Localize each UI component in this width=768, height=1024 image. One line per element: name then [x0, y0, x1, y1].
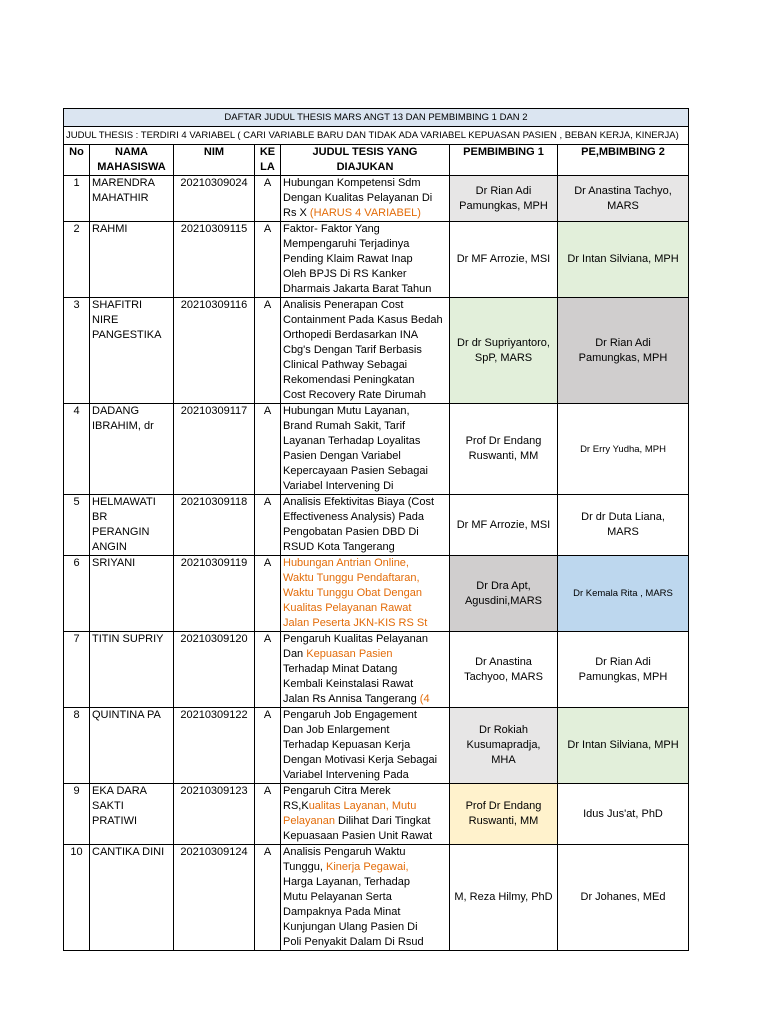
thesis-title-line [283, 556, 447, 571]
thesis-title-line [283, 920, 447, 935]
student-name-line: MAHATHIR [92, 192, 149, 204]
thesis-text: RSUD Kota Tangerang [283, 541, 395, 553]
row-no: 1 [64, 176, 90, 222]
thesis-title-line [283, 601, 447, 616]
header-kelas-line1: KE [259, 146, 276, 158]
thesis-text: Jalan Rs Annisa Tangerang [283, 693, 420, 705]
thesis-text: Rekomendasi Peningkatan [283, 374, 415, 386]
supervisor-1-line: M, Reza Hilmy, PhD [454, 891, 553, 903]
student-name [90, 222, 174, 298]
thesis-text: Orthopedi Berdasarkan INA [283, 329, 419, 341]
thesis-text: Rs X [283, 207, 310, 219]
thesis-text: RS,K [283, 800, 309, 812]
thesis-text: Cbg's Dengan Tarif Berbasis [283, 344, 422, 356]
student-class: A [255, 176, 281, 222]
thesis-title-line [283, 829, 447, 844]
thesis-text: Cost Recovery Rate Dirumah [283, 389, 427, 401]
student-class: A [255, 632, 281, 708]
thesis-text: Brand Rumah Sakit, Tarif [283, 420, 406, 432]
row-no: 5 [64, 495, 90, 556]
thesis-title-line [283, 464, 447, 479]
table-subtitle: JUDUL THESIS : TERDIRI 4 VARIABEL ( CARI VARIABLE BARU DAN TIDAK ADA VARIABEL KEPUASAN PASIEN , BEBAN KERJA, KINERJA) [64, 127, 689, 145]
thesis-text: Terhadap Minat Datang [283, 663, 398, 675]
thesis-title-line [283, 875, 447, 890]
supervisor-1-line: Dr dr Supriyantoro, [457, 336, 550, 349]
thesis-text: Variabel Intervening Pada [283, 769, 409, 781]
thesis-text: Oleh BPJS Di RS Kanker [283, 268, 407, 280]
thesis-title-line [283, 860, 447, 875]
supervisor-2-line: Dr Anastina Tachyo, [574, 184, 672, 197]
thesis-title [281, 845, 450, 951]
supervisor-1-line: Dr MF Arrozie, MSI [456, 253, 551, 265]
thesis-text: Kepuasaan Pasien Unit Rawat [283, 830, 433, 842]
supervisor-2-line: Dr Intan Silviana, MPH [567, 739, 679, 751]
student-name-line: IBRAHIM, dr [92, 420, 154, 432]
supervisor-1-line: Prof Dr Endang [465, 800, 542, 812]
thesis-title [281, 784, 450, 845]
row-no: 4 [64, 404, 90, 495]
thesis-title-line [283, 647, 447, 662]
student-nim: 20210309118 [174, 495, 255, 556]
thesis-variable-highlight: Waktu Tunggu Pendaftaran, [283, 572, 420, 584]
table-row [64, 708, 689, 784]
thesis-text: Dampaknya Pada Minat [283, 906, 401, 918]
supervisor-1-line: Dr Anastina [475, 655, 532, 668]
student-name-line: HELMAWATI [92, 496, 156, 508]
student-nim: 20210309116 [174, 298, 255, 404]
student-name-line: BR [92, 511, 108, 523]
thesis-title-line [283, 206, 447, 221]
student-nim: 20210309119 [174, 556, 255, 632]
thesis-text: Dengan Kualitas Pelayanan Di [283, 192, 433, 204]
supervisor-1 [450, 222, 558, 298]
thesis-text: Mutu Pelayanan Serta [283, 891, 392, 903]
thesis-variable-highlight: Jalan Peserta JKN-KIS RS St [283, 617, 428, 629]
header-pembimbing-2: PE,MBIMBING 2 [558, 145, 689, 176]
supervisor-2-line: Idus Jus'at, PhD [583, 807, 663, 820]
supervisor-2-line: Dr Kemala Rita , MARS [573, 588, 673, 599]
supervisor-1-line: Pamungkas, MPH [459, 199, 548, 212]
supervisor-1-line: Kusumapradja, [466, 739, 541, 751]
thesis-text: Kepercayaan Pasien Sebagai [283, 465, 428, 477]
student-class: A [255, 222, 281, 298]
thesis-text: Pending Klaim Rawat Inap [283, 253, 413, 265]
supervisor-2-line: Dr Johanes, MEd [580, 891, 666, 903]
header-judul [281, 145, 450, 176]
student-name [90, 632, 174, 708]
thesis-title-line [283, 358, 447, 373]
subtitle-row [64, 127, 689, 145]
thesis-title-line [283, 753, 447, 768]
student-nim: 20210309115 [174, 222, 255, 298]
student-class: A [255, 298, 281, 404]
header-no: No [64, 145, 90, 176]
supervisor-1-line: Prof Dr Endang [465, 435, 542, 447]
thesis-text: Hubungan Mutu Layanan, [283, 405, 410, 417]
thesis-text: Analisis Penerapan Cost [283, 299, 404, 311]
student-name [90, 404, 174, 495]
thesis-text: Dilihat Dari Tingkat [335, 815, 431, 827]
thesis-text: Pasien Dengan Variabel [283, 450, 401, 462]
student-name-line: NIRE [92, 314, 119, 326]
supervisor-2 [558, 298, 689, 404]
table-row [64, 176, 689, 222]
thesis-variable-highlight: ualitas Layanan, Mutu [308, 800, 417, 812]
thesis-text: Terhadap Kepuasan Kerja [283, 739, 411, 751]
thesis-text: Kunjungan Ulang Pasien Di [283, 921, 418, 933]
student-nim: 20210309120 [174, 632, 255, 708]
thesis-text: Dan [283, 648, 307, 660]
thesis-title-line [283, 282, 447, 297]
student-name-line: SRIYANI [92, 557, 136, 569]
student-name [90, 176, 174, 222]
thesis-title-line [283, 328, 447, 343]
thesis-text: Analisis Efektivitas Biaya (Cost [283, 496, 434, 508]
thesis-text: Containment Pada Kasus Bedah [283, 314, 443, 326]
thesis-title [281, 222, 450, 298]
thesis-variable-highlight: (4 [419, 693, 430, 705]
thesis-text: Pengaruh Job Engagement [283, 709, 417, 721]
header-nama-line1: NAMA [115, 146, 148, 158]
thesis-text: Pengaruh Kualitas Pelayanan [283, 633, 428, 645]
supervisor-2-line: Dr Rian Adi [595, 655, 651, 668]
supervisor-1-line: Dr Rokiah [479, 724, 528, 736]
table-row [64, 404, 689, 495]
student-name-line: PERANGIN [92, 526, 150, 538]
thesis-title [281, 495, 450, 556]
supervisor-2-line: Dr Rian Adi [595, 336, 651, 349]
thesis-title-line [283, 434, 447, 449]
thesis-text: Variabel Intervening Di [283, 480, 394, 492]
thesis-title-line [283, 267, 447, 282]
thesis-variable-highlight: Hubungan Antrian Online, [283, 557, 409, 569]
supervisor-1 [450, 632, 558, 708]
thesis-title-line [283, 616, 447, 631]
row-no: 6 [64, 556, 90, 632]
table-row [64, 632, 689, 708]
thesis-title-line [283, 510, 447, 525]
supervisor-2-line: Pamungkas, MPH [578, 351, 668, 364]
thesis-title-line [283, 571, 447, 586]
thesis-text: Pengobatan Pasien DBD Di [283, 526, 419, 538]
supervisor-1-line: Dr MF Arrozie, MSI [456, 518, 551, 531]
thesis-title-line [283, 191, 447, 206]
thesis-title [281, 556, 450, 632]
header-judul-line2: DIAJUKAN [336, 161, 394, 173]
student-name-line: PANGESTIKA [92, 329, 162, 341]
header-kelas [255, 145, 281, 176]
thesis-table-sheet [63, 108, 688, 951]
header-nim: NIM [174, 145, 255, 176]
student-class: A [255, 784, 281, 845]
student-name-line: MARENDRA [92, 177, 155, 189]
thesis-title-line [283, 479, 447, 494]
thesis-title [281, 298, 450, 404]
supervisor-1-line: SpP, MARS [474, 351, 533, 364]
thesis-title-line [283, 890, 447, 905]
thesis-text: Clinical Pathway Sebagai [283, 359, 408, 371]
supervisor-2 [558, 845, 689, 951]
header-nama-line2: MAHASISWA [97, 161, 166, 173]
table-title: DAFTAR JUDUL THESIS MARS ANGT 13 DAN PEMBIMBING 1 DAN 2 [64, 109, 689, 127]
thesis-text: Tunggu, [283, 861, 327, 873]
student-class: A [255, 845, 281, 951]
thesis-title-line [283, 845, 447, 860]
student-name-line: QUINTINA PA [92, 709, 161, 721]
thesis-text: Poli Penyakit Dalam Di Rsud [283, 936, 424, 948]
thesis-title-line [283, 419, 447, 434]
supervisor-1 [450, 784, 558, 845]
supervisor-1-line: MHA [491, 754, 516, 766]
thesis-variable-highlight: Kinerja Pegawai, [326, 861, 409, 873]
thesis-text: Mempengaruhi Terjadinya [283, 238, 410, 250]
student-name [90, 784, 174, 845]
thesis-text: Dengan Motivasi Kerja Sebagai [283, 754, 438, 766]
student-nim: 20210309122 [174, 708, 255, 784]
thesis-title-line [283, 723, 447, 738]
thesis-variable-highlight: Kualitas Pelayanan Rawat [283, 602, 412, 614]
thesis-title-line [283, 222, 447, 237]
header-kelas-line2: LA [260, 161, 275, 173]
thesis-title-line [283, 784, 447, 799]
supervisor-2 [558, 176, 689, 222]
thesis-text: Analisis Pengaruh Waktu [283, 846, 406, 858]
student-name [90, 556, 174, 632]
student-name-line: CANTIKA DINI [92, 846, 165, 858]
row-no: 8 [64, 708, 90, 784]
student-nim: 20210309123 [174, 784, 255, 845]
row-no: 3 [64, 298, 90, 404]
thesis-title-line [283, 586, 447, 601]
thesis-title-line [283, 252, 447, 267]
student-class: A [255, 495, 281, 556]
thesis-title-line [283, 495, 447, 510]
supervisor-1-line: Agusdini,MARS [464, 594, 543, 607]
thesis-title-line [283, 708, 447, 723]
header-row [64, 145, 689, 176]
student-name-line: ANGIN [92, 541, 127, 553]
supervisor-1 [450, 298, 558, 404]
thesis-title-line [283, 677, 447, 692]
thesis-title-line [283, 692, 447, 707]
supervisor-1 [450, 495, 558, 556]
thesis-title-line [283, 176, 447, 191]
thesis-title [281, 632, 450, 708]
supervisor-2 [558, 708, 689, 784]
thesis-text: Layanan Terhadap Loyalitas [283, 435, 421, 447]
supervisor-2 [558, 222, 689, 298]
thesis-text: Dharmais Jakarta Barat Tahun [283, 283, 432, 295]
thesis-title-line [283, 298, 447, 313]
thesis-title-line [283, 313, 447, 328]
supervisor-1-line: Ruswanti, MM [468, 450, 539, 462]
table-row [64, 556, 689, 632]
thesis-variable-highlight: Waktu Tunggu Obat Dengan [283, 587, 423, 599]
supervisor-2-line: Dr Erry Yudha, MPH [580, 443, 666, 455]
table-row [64, 784, 689, 845]
thesis-title-line [283, 632, 447, 647]
row-no: 10 [64, 845, 90, 951]
thesis-text: Kembali Keinstalasi Rawat [283, 678, 414, 690]
thesis-title-line [283, 237, 447, 252]
supervisor-2-line: MARS [607, 199, 639, 212]
student-class: A [255, 556, 281, 632]
thesis-text: Harga Layanan, Terhadap [283, 876, 411, 888]
supervisor-1 [450, 556, 558, 632]
thesis-text: Faktor- Faktor Yang [283, 223, 380, 235]
student-nim: 20210309024 [174, 176, 255, 222]
thesis-title-line [283, 799, 447, 814]
supervisor-2-line: Dr dr Duta Liana, [581, 511, 665, 523]
student-name-line: EKA DARA [92, 785, 148, 797]
supervisor-1-line: Ruswanti, MM [468, 815, 539, 827]
thesis-title-line [283, 814, 447, 829]
student-name [90, 495, 174, 556]
thesis-title-line [283, 404, 447, 419]
thesis-title-line [283, 768, 447, 783]
supervisor-1-line: Dr Rian Adi [475, 184, 532, 197]
supervisor-2-line: MARS [607, 526, 639, 538]
thesis-title-line [283, 388, 447, 403]
thesis-title-line [283, 449, 447, 464]
row-no: 2 [64, 222, 90, 298]
row-no: 7 [64, 632, 90, 708]
supervisor-2-line: Dr Intan Silviana, MPH [567, 253, 679, 265]
thesis-variable-highlight: Kepuasan Pasien [306, 648, 393, 660]
thesis-title-line [283, 935, 447, 950]
supervisor-1 [450, 708, 558, 784]
supervisor-2 [558, 404, 689, 495]
student-name-line: DADANG [92, 405, 140, 417]
thesis-title-line [283, 662, 447, 677]
thesis-title [281, 404, 450, 495]
supervisor-2-line: Pamungkas, MPH [578, 670, 668, 683]
table-row [64, 495, 689, 556]
table-row [64, 222, 689, 298]
student-name [90, 845, 174, 951]
student-name-line: SHAFITRI [92, 299, 143, 311]
supervisor-1 [450, 845, 558, 951]
student-class: A [255, 404, 281, 495]
student-name [90, 298, 174, 404]
student-class: A [255, 708, 281, 784]
thesis-title-line [283, 905, 447, 920]
row-no: 9 [64, 784, 90, 845]
thesis-title-line [283, 343, 447, 358]
thesis-variable-highlight: Pelayanan [283, 815, 335, 827]
table-row [64, 298, 689, 404]
thesis-text: Hubungan Kompetensi Sdm [283, 177, 421, 189]
student-nim: 20210309124 [174, 845, 255, 951]
supervisor-1 [450, 404, 558, 495]
supervisor-1-line: Tachyoo, MARS [464, 670, 543, 683]
thesis-title-line [283, 540, 447, 555]
table-row [64, 845, 689, 951]
supervisor-2 [558, 632, 689, 708]
student-nim: 20210309117 [174, 404, 255, 495]
header-nama [90, 145, 174, 176]
student-name-line: SAKTI [92, 800, 124, 812]
student-name-line: RAHMI [92, 223, 128, 235]
thesis-text: Effectiveness Analysis) Pada [283, 511, 425, 523]
header-judul-line1: JUDUL TESIS YANG [312, 146, 418, 158]
header-pembimbing-1: PEMBIMBING 1 [450, 145, 558, 176]
thesis-text: Pengaruh Citra Merek [283, 785, 391, 797]
supervisor-2 [558, 556, 689, 632]
thesis-title-line [283, 373, 447, 388]
thesis-table [63, 108, 689, 951]
student-name [90, 708, 174, 784]
thesis-title-line [283, 525, 447, 540]
supervisor-2 [558, 784, 689, 845]
thesis-title [281, 708, 450, 784]
supervisor-1 [450, 176, 558, 222]
thesis-variable-highlight: (HARUS 4 VARIABEL) [309, 207, 421, 219]
thesis-title-line [283, 738, 447, 753]
student-name-line: PRATIWI [92, 815, 138, 827]
supervisor-2 [558, 495, 689, 556]
supervisor-1-line: Dr Dra Apt, [476, 579, 531, 592]
thesis-text: Dan Job Enlargement [283, 724, 390, 736]
title-row [64, 109, 689, 127]
student-name-line: TITIN SUPRIY [92, 633, 164, 645]
thesis-title [281, 176, 450, 222]
